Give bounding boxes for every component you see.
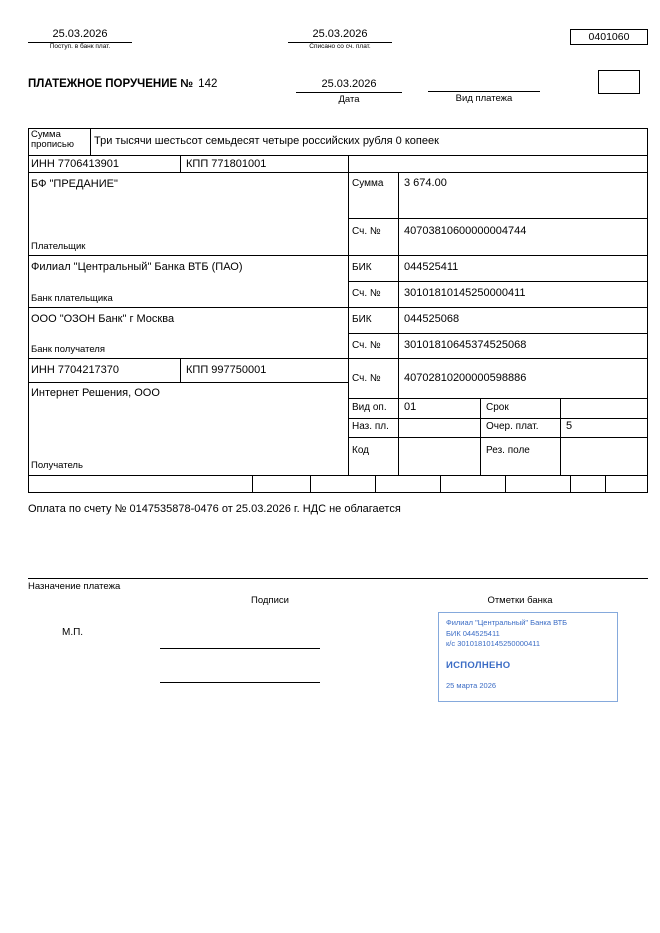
payment-kind-label: Вид платежа xyxy=(455,93,513,104)
payment-kind-box xyxy=(598,70,640,94)
grid-line xyxy=(480,398,481,475)
stamp-date: 25 марта 2026 xyxy=(446,680,497,690)
payer-kpp: КПП 771801001 xyxy=(186,158,267,170)
payee-label: Получатель xyxy=(31,460,83,471)
amount-label: Сумма xyxy=(352,178,384,189)
debited-date-value: 25.03.2026 xyxy=(288,28,392,43)
payer-inn: ИНН 7706413901 xyxy=(31,158,120,170)
payer-bank-name: Филиал "Центральный" Банка ВТБ (ПАО) xyxy=(31,261,243,273)
grid-line xyxy=(570,475,571,492)
payee-bank-bik-value: 044525068 xyxy=(404,313,460,325)
grid-line xyxy=(28,358,648,359)
doc-title-row xyxy=(28,78,217,91)
priority-label: Очер. плат. xyxy=(486,421,539,432)
code-label: Код xyxy=(352,445,370,456)
payer-bank-bik-value: 044525411 xyxy=(404,261,459,273)
title-date-value: 25.03.2026 xyxy=(296,78,402,93)
payer-bank-account-value: 30101810145250000411 xyxy=(404,287,526,299)
payee-bank-account-label: Сч. № xyxy=(352,340,381,351)
payment-kind-block xyxy=(428,78,540,104)
grid-line xyxy=(28,578,648,579)
op-type-label: Вид оп. xyxy=(352,402,387,413)
bank-stamp xyxy=(438,612,618,702)
purpose-text: Оплата по счету № 0147535878-0476 от 25.03.2026 г. НДС не облагается xyxy=(28,503,401,515)
payer-bank-label: Банк плательщика xyxy=(31,293,113,304)
grid-line xyxy=(398,172,399,475)
payer-bank-bik-label: БИК xyxy=(352,262,372,273)
grid-line xyxy=(348,218,648,219)
grid-line xyxy=(440,475,441,492)
payee-kpp: КПП 997750001 xyxy=(186,364,267,376)
payee-bank-bik-label: БИК xyxy=(352,314,372,325)
debited-date-label: Списано со сч. плат. xyxy=(309,42,371,50)
bank-marks-label: Отметки банка xyxy=(487,595,553,606)
payee-bank-name: ООО "ОЗОН Банк" г Москва xyxy=(31,313,175,325)
grid-line xyxy=(180,358,181,382)
grid-line xyxy=(28,307,648,308)
doc-title: ПЛАТЕЖНОЕ ПОРУЧЕНИЕ № xyxy=(28,78,194,90)
payer-bank-account-label: Сч. № xyxy=(352,288,381,299)
op-type-value: 01 xyxy=(404,401,417,413)
grid-line xyxy=(252,475,253,492)
payee-account-value: 40702810200000598886 xyxy=(404,372,527,384)
purpose-label: Назначение платежа xyxy=(28,581,121,592)
term-label: Срок xyxy=(486,402,509,413)
grid-line xyxy=(90,128,91,155)
payee-bank-account-value: 30101810645374525068 xyxy=(404,339,527,351)
payee-name: Интернет Решения, ООО xyxy=(31,387,160,399)
reserve-field-label: Рез. поле xyxy=(486,445,530,456)
signature-line-2 xyxy=(160,682,320,683)
title-date-label: Дата xyxy=(338,93,360,105)
signatures-label: Подписи xyxy=(251,595,289,606)
amount-value: 3 674.00 xyxy=(404,177,447,189)
grid-line xyxy=(28,382,348,383)
grid-line xyxy=(647,128,648,492)
stamp-corr-account: к/с 30101810145250000411 xyxy=(446,639,541,648)
received-date-label: Поступ. в банк плат. xyxy=(49,42,111,50)
title-date-block xyxy=(296,78,402,105)
grid-line xyxy=(28,128,29,492)
grid-line xyxy=(375,475,376,492)
grid-line xyxy=(28,475,648,476)
payee-inn: ИНН 7704217370 xyxy=(31,364,120,376)
grid-line xyxy=(28,255,648,256)
grid-line xyxy=(348,281,648,282)
payee-bank-label: Банк получателя xyxy=(31,344,105,355)
grid-line xyxy=(505,475,506,492)
received-date-block xyxy=(28,28,132,50)
payer-name: БФ "ПРЕДАНИЕ" xyxy=(31,178,118,190)
grid-line xyxy=(28,155,648,156)
grid-line xyxy=(28,172,648,173)
grid-line xyxy=(28,492,648,493)
grid-line xyxy=(605,475,606,492)
form-code-box: 0401060 xyxy=(570,29,648,45)
grid-line xyxy=(348,398,648,399)
payer-label: Плательщик xyxy=(31,241,86,252)
mp-label: М.П. xyxy=(62,627,84,638)
payment-designation-label: Наз. пл. xyxy=(352,421,389,432)
doc-number: 142 xyxy=(198,78,218,90)
grid-line xyxy=(348,333,648,334)
amount-words-label: Сумма прописью xyxy=(31,129,74,151)
grid-line xyxy=(28,128,648,129)
stamp-bik: БИК 044525411 xyxy=(446,628,500,638)
signature-line-1 xyxy=(160,648,320,649)
grid-line xyxy=(310,475,311,492)
payment-kind-value xyxy=(428,78,540,92)
payer-account-value: 40703810600000004744 xyxy=(404,225,527,237)
payee-account-label: Сч. № xyxy=(352,373,381,384)
amount-words-text: Три тысячи шестьсот семьдесят четыре российских рубля 0 копеек xyxy=(94,135,439,147)
stamp-status: ИСПОЛНЕНО xyxy=(446,659,511,671)
payer-account-label: Сч. № xyxy=(352,226,381,237)
grid-line xyxy=(348,155,349,475)
received-date-value: 25.03.2026 xyxy=(28,28,132,43)
grid-line xyxy=(560,398,561,475)
debited-date-block xyxy=(288,28,392,50)
grid-line xyxy=(180,155,181,172)
grid-line xyxy=(348,437,648,438)
stamp-bank-name: Филиал "Центральный" Банка ВТБ xyxy=(446,618,568,627)
priority-value: 5 xyxy=(566,420,573,432)
grid-line xyxy=(348,418,648,419)
